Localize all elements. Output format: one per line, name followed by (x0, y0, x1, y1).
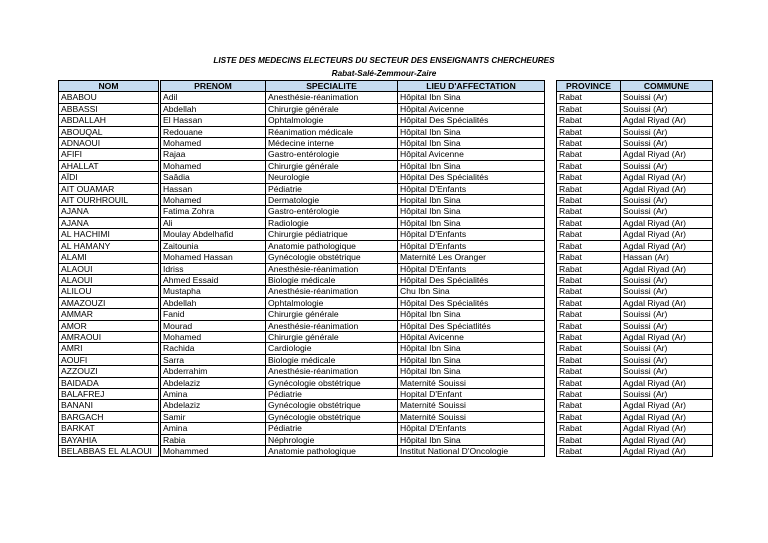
cell-specialite: Réanimation médicale (266, 126, 398, 137)
cell-nom: AIT OURHROUIL (59, 195, 159, 206)
column-gap (545, 274, 557, 285)
column-gap (545, 183, 557, 194)
table-row (59, 217, 713, 228)
column-gap (545, 92, 557, 103)
cell-specialite: Chirurgie générale (266, 103, 398, 114)
cell-specialite: Anesthésie-réanimation (266, 263, 398, 274)
cell-nom: AL HAMANY (59, 240, 159, 251)
column-gap (545, 297, 557, 308)
cell-prenom: Amina (161, 423, 266, 434)
table-row (59, 115, 713, 126)
cell-specialite: Neurologie (266, 172, 398, 183)
header-specialite: SPECIALITE (266, 81, 398, 92)
table-row (59, 92, 713, 103)
column-gap (545, 423, 557, 434)
column-gap (545, 149, 557, 160)
cell-nom: ADNAOUI (59, 138, 159, 149)
header-province: PROVINCE (557, 81, 621, 92)
cell-prenom: Abdellah (161, 297, 266, 308)
column-gap (545, 366, 557, 377)
cell-commune: Souissi (Ar) (621, 388, 713, 399)
column-gap (545, 388, 557, 399)
cell-lieu: Maternité Souissi (398, 400, 545, 411)
cell-lieu: Hôpital D'Enfants (398, 263, 545, 274)
table-row (59, 446, 713, 457)
cell-commune: Agdal Riyad (Ar) (621, 331, 713, 342)
cell-lieu: Hôpital Des Spéciatlités (398, 320, 545, 331)
cell-commune: Agdal Riyad (Ar) (621, 240, 713, 251)
cell-nom: AIT OUAMAR (59, 183, 159, 194)
cell-specialite: Anesthésie-réanimation (266, 366, 398, 377)
cell-lieu: Hôpital Ibn Sina (398, 309, 545, 320)
cell-commune: Souissi (Ar) (621, 343, 713, 354)
cell-prenom: Abdelaziz (161, 377, 266, 388)
cell-province: Rabat (557, 195, 621, 206)
header-commune: COMMUNE (621, 81, 713, 92)
cell-prenom: Mohamed (161, 138, 266, 149)
cell-province: Rabat (557, 183, 621, 194)
column-gap (545, 126, 557, 137)
cell-lieu: Hôpital Des Spécialités (398, 115, 545, 126)
cell-prenom: Mohammed (161, 446, 266, 457)
cell-commune: Agdal Riyad (Ar) (621, 115, 713, 126)
cell-lieu: Maternité Les Oranger (398, 252, 545, 263)
table-row (59, 354, 713, 365)
cell-nom: BAYAHIA (59, 434, 159, 445)
column-gap (545, 172, 557, 183)
cell-nom: ALAOUI (59, 274, 159, 285)
cell-commune: Souissi (Ar) (621, 92, 713, 103)
cell-nom: ALAOUI (59, 263, 159, 274)
table-row (59, 229, 713, 240)
table-row (59, 103, 713, 114)
cell-prenom: Ahmed Essaid (161, 274, 266, 285)
cell-nom: AJANA (59, 206, 159, 217)
cell-lieu: Institut National D'Oncologie (398, 446, 545, 457)
cell-commune: Hassan (Ar) (621, 252, 713, 263)
table-row (59, 149, 713, 160)
table-header-row (59, 81, 713, 92)
cell-prenom: Mourad (161, 320, 266, 331)
cell-prenom: Ali (161, 217, 266, 228)
cell-nom: ALAMI (59, 252, 159, 263)
cell-commune: Agdal Riyad (Ar) (621, 263, 713, 274)
cell-specialite: Dermatologie (266, 195, 398, 206)
cell-province: Rabat (557, 388, 621, 399)
cell-commune: Agdal Riyad (Ar) (621, 149, 713, 160)
cell-specialite: Néphrologie (266, 434, 398, 445)
cell-province: Rabat (557, 92, 621, 103)
column-gap (545, 286, 557, 297)
cell-province: Rabat (557, 149, 621, 160)
table-row (59, 331, 713, 342)
cell-prenom: Rajaa (161, 149, 266, 160)
cell-province: Rabat (557, 309, 621, 320)
cell-nom: BARGACH (59, 411, 159, 422)
cell-nom: AMRI (59, 343, 159, 354)
cell-lieu: Maternité Souissi (398, 411, 545, 422)
cell-nom: BAIDADA (59, 377, 159, 388)
table-row (59, 138, 713, 149)
column-gap (545, 343, 557, 354)
cell-nom: AMAZOUZI (59, 297, 159, 308)
cell-lieu: Hôpital Des Spécialités (398, 172, 545, 183)
cell-specialite: Ophtalmologie (266, 297, 398, 308)
cell-province: Rabat (557, 252, 621, 263)
cell-prenom: Hassan (161, 183, 266, 194)
table-row (59, 126, 713, 137)
cell-nom: BANANI (59, 400, 159, 411)
cell-specialite: Anatomie pathologique (266, 446, 398, 457)
table-row (59, 252, 713, 263)
cell-prenom: Rabia (161, 434, 266, 445)
cell-commune: Agdal Riyad (Ar) (621, 297, 713, 308)
cell-specialite: Chirurgie pédiatrique (266, 229, 398, 240)
cell-lieu: Hôpital Des Spécialités (398, 274, 545, 285)
cell-specialite: Gynécologie obstétrique (266, 411, 398, 422)
cell-lieu: Chu Ibn Sina (398, 286, 545, 297)
cell-commune: Souissi (Ar) (621, 309, 713, 320)
cell-province: Rabat (557, 206, 621, 217)
cell-province: Rabat (557, 400, 621, 411)
cell-specialite: Anesthésie-réanimation (266, 320, 398, 331)
cell-province: Rabat (557, 172, 621, 183)
cell-province: Rabat (557, 366, 621, 377)
cell-prenom: Redouane (161, 126, 266, 137)
cell-province: Rabat (557, 434, 621, 445)
cell-prenom: Rachida (161, 343, 266, 354)
cell-commune: Agdal Riyad (Ar) (621, 423, 713, 434)
table-row (59, 195, 713, 206)
table-row (59, 206, 713, 217)
cell-province: Rabat (557, 115, 621, 126)
cell-commune: Agdal Riyad (Ar) (621, 411, 713, 422)
cell-commune: Souissi (Ar) (621, 138, 713, 149)
column-gap (545, 217, 557, 228)
column-gap (545, 240, 557, 251)
table-row (59, 377, 713, 388)
cell-specialite: Anesthésie-réanimation (266, 286, 398, 297)
cell-prenom: Saâdia (161, 172, 266, 183)
cell-nom: AMMAR (59, 309, 159, 320)
table-row (59, 320, 713, 331)
table-row (59, 160, 713, 171)
cell-lieu: Maternité Souissi (398, 377, 545, 388)
cell-commune: Agdal Riyad (Ar) (621, 229, 713, 240)
column-gap (545, 377, 557, 388)
cell-province: Rabat (557, 354, 621, 365)
cell-lieu: Hopital Ibn Sina (398, 195, 545, 206)
table-row (59, 388, 713, 399)
table-row (59, 286, 713, 297)
cell-commune: Souissi (Ar) (621, 320, 713, 331)
column-gap (545, 103, 557, 114)
cell-lieu: Hopital D'Enfant (398, 388, 545, 399)
cell-nom: ABBASSI (59, 103, 159, 114)
cell-nom: AFIFI (59, 149, 159, 160)
cell-commune: Souissi (Ar) (621, 274, 713, 285)
cell-specialite: Chirurgie générale (266, 309, 398, 320)
cell-province: Rabat (557, 446, 621, 457)
cell-prenom: Adil (161, 92, 266, 103)
column-gap (545, 206, 557, 217)
table-row (59, 183, 713, 194)
cell-lieu: Hôpital Ibn Sina (398, 343, 545, 354)
cell-nom: AJANA (59, 217, 159, 228)
cell-province: Rabat (557, 160, 621, 171)
cell-province: Rabat (557, 138, 621, 149)
table-row (59, 434, 713, 445)
cell-prenom: Samir (161, 411, 266, 422)
table-row (59, 274, 713, 285)
cell-commune: Agdal Riyad (Ar) (621, 172, 713, 183)
cell-prenom: Mohamed (161, 195, 266, 206)
cell-nom: AÏDI (59, 172, 159, 183)
cell-specialite: Pédiatrie (266, 183, 398, 194)
table-row (59, 309, 713, 320)
cell-nom: ABABOU (59, 92, 159, 103)
cell-lieu: Hôpital Ibn Sina (398, 160, 545, 171)
cell-specialite: Gynécologie obstétrique (266, 252, 398, 263)
table-row (59, 263, 713, 274)
cell-lieu: Hôpital Ibn Sina (398, 366, 545, 377)
cell-specialite: Pédiatrie (266, 423, 398, 434)
cell-commune: Souissi (Ar) (621, 126, 713, 137)
cell-nom: BALAFREJ (59, 388, 159, 399)
cell-commune: Agdal Riyad (Ar) (621, 400, 713, 411)
column-gap (545, 411, 557, 422)
column-gap (545, 263, 557, 274)
cell-nom: AMOR (59, 320, 159, 331)
header-nom: NOM (59, 81, 159, 92)
cell-specialite: Biologie médicale (266, 274, 398, 285)
cell-commune: Agdal Riyad (Ar) (621, 377, 713, 388)
column-gap (545, 195, 557, 206)
cell-commune: Souissi (Ar) (621, 206, 713, 217)
cell-specialite: Gynécologie obstétrique (266, 400, 398, 411)
cell-province: Rabat (557, 297, 621, 308)
cell-prenom: Amina (161, 388, 266, 399)
column-gap (545, 354, 557, 365)
cell-province: Rabat (557, 126, 621, 137)
cell-prenom: Mohamed Hassan (161, 252, 266, 263)
column-gap (545, 229, 557, 240)
cell-commune: Agdal Riyad (Ar) (621, 446, 713, 457)
cell-prenom: Fanid (161, 309, 266, 320)
cell-prenom: Abdellah (161, 103, 266, 114)
cell-lieu: Hôpital Avicenne (398, 149, 545, 160)
table-row (59, 240, 713, 251)
column-gap (545, 115, 557, 126)
cell-specialite: Gynécologie obstétrique (266, 377, 398, 388)
cell-specialite: Anatomie pathologique (266, 240, 398, 251)
column-gap (545, 81, 557, 92)
cell-province: Rabat (557, 217, 621, 228)
cell-province: Rabat (557, 229, 621, 240)
column-gap (545, 400, 557, 411)
cell-commune: Agdal Riyad (Ar) (621, 183, 713, 194)
cell-specialite: Cardiologie (266, 343, 398, 354)
cell-specialite: Biologie médicale (266, 354, 398, 365)
cell-lieu: Hôpital D'Enfants (398, 229, 545, 240)
cell-province: Rabat (557, 343, 621, 354)
page-subtitle: Rabat-Salé-Zemmour-Zaire (331, 69, 437, 78)
cell-nom: BELABBAS EL ALAOUI (59, 446, 159, 457)
cell-specialite: Radiologie (266, 217, 398, 228)
cell-lieu: Hôpital Des Spécialités (398, 297, 545, 308)
cell-lieu: Hôpital D'Enfants (398, 240, 545, 251)
cell-prenom: Moulay Abdelhafid (161, 229, 266, 240)
cell-lieu: Hôpital Ibn Sina (398, 92, 545, 103)
table-row (59, 297, 713, 308)
cell-specialite: Gastro-entérologie (266, 149, 398, 160)
page-title: LISTE DES MEDECINS ELECTEURS DU SECTEUR DES ENSEIGNANTS CHERCHEURES (213, 56, 555, 65)
cell-prenom: Zaitounia (161, 240, 266, 251)
table-row (59, 343, 713, 354)
cell-prenom: Fatima Zohra (161, 206, 266, 217)
cell-province: Rabat (557, 320, 621, 331)
cell-province: Rabat (557, 411, 621, 422)
cell-specialite: Chirurgie générale (266, 160, 398, 171)
column-gap (545, 138, 557, 149)
cell-commune: Souissi (Ar) (621, 366, 713, 377)
cell-province: Rabat (557, 263, 621, 274)
cell-lieu: Hôpital Avicenne (398, 331, 545, 342)
cell-nom: AOUFI (59, 354, 159, 365)
cell-commune: Agdal Riyad (Ar) (621, 217, 713, 228)
cell-province: Rabat (557, 331, 621, 342)
cell-lieu: Hôpital Avicenne (398, 103, 545, 114)
cell-lieu: Hôpital Ibn Sina (398, 126, 545, 137)
cell-commune: Souissi (Ar) (621, 354, 713, 365)
cell-lieu: Hôpital D'Enfants (398, 183, 545, 194)
cell-prenom: El Hassan (161, 115, 266, 126)
cell-prenom: Mohamed (161, 160, 266, 171)
column-gap (545, 320, 557, 331)
cell-province: Rabat (557, 240, 621, 251)
table-row (59, 366, 713, 377)
column-gap (545, 434, 557, 445)
table-row (59, 400, 713, 411)
table-row (59, 423, 713, 434)
cell-lieu: Hôpital Ibn Sina (398, 354, 545, 365)
header-prenom: PRENOM (161, 81, 266, 92)
cell-specialite: Chirurgie générale (266, 331, 398, 342)
cell-nom: AHALLAT (59, 160, 159, 171)
cell-lieu: Hôpital Ibn Sina (398, 217, 545, 228)
cell-nom: ABOUQAL (59, 126, 159, 137)
cell-province: Rabat (557, 377, 621, 388)
cell-nom: AZZOUZI (59, 366, 159, 377)
cell-nom: ABDALLAH (59, 115, 159, 126)
column-gap (545, 309, 557, 320)
cell-province: Rabat (557, 274, 621, 285)
cell-specialite: Gastro-entérologie (266, 206, 398, 217)
cell-specialite: Ophtalmologie (266, 115, 398, 126)
table-row (59, 411, 713, 422)
cell-prenom: Mustapha (161, 286, 266, 297)
cell-prenom: Idriss (161, 263, 266, 274)
header-lieu: LIEU D'AFFECTATION (398, 81, 545, 92)
cell-lieu: Hôpital D'Enfants (398, 423, 545, 434)
electors-table (58, 80, 713, 457)
table-row (59, 172, 713, 183)
cell-nom: ALILOU (59, 286, 159, 297)
cell-commune: Souissi (Ar) (621, 286, 713, 297)
column-gap (545, 160, 557, 171)
cell-lieu: Hôpital Ibn Sina (398, 138, 545, 149)
column-gap (545, 252, 557, 263)
cell-nom: AL HACHIMI (59, 229, 159, 240)
cell-commune: Souissi (Ar) (621, 195, 713, 206)
column-gap (545, 446, 557, 457)
cell-commune: Agdal Riyad (Ar) (621, 434, 713, 445)
cell-prenom: Abderrahim (161, 366, 266, 377)
cell-province: Rabat (557, 103, 621, 114)
column-gap (545, 331, 557, 342)
cell-commune: Souissi (Ar) (621, 103, 713, 114)
cell-specialite: Pédiatrie (266, 388, 398, 399)
cell-nom: AMRAOUI (59, 331, 159, 342)
cell-lieu: Hôpital Ibn Sina (398, 206, 545, 217)
cell-specialite: Médecine interne (266, 138, 398, 149)
cell-province: Rabat (557, 286, 621, 297)
cell-prenom: Sarra (161, 354, 266, 365)
cell-prenom: Mohamed (161, 331, 266, 342)
cell-commune: Souissi (Ar) (621, 160, 713, 171)
cell-lieu: Hôpital Ibn Sina (398, 434, 545, 445)
cell-nom: BARKAT (59, 423, 159, 434)
cell-province: Rabat (557, 423, 621, 434)
cell-specialite: Anesthésie-réanimation (266, 92, 398, 103)
cell-prenom: Abdelaziz (161, 400, 266, 411)
